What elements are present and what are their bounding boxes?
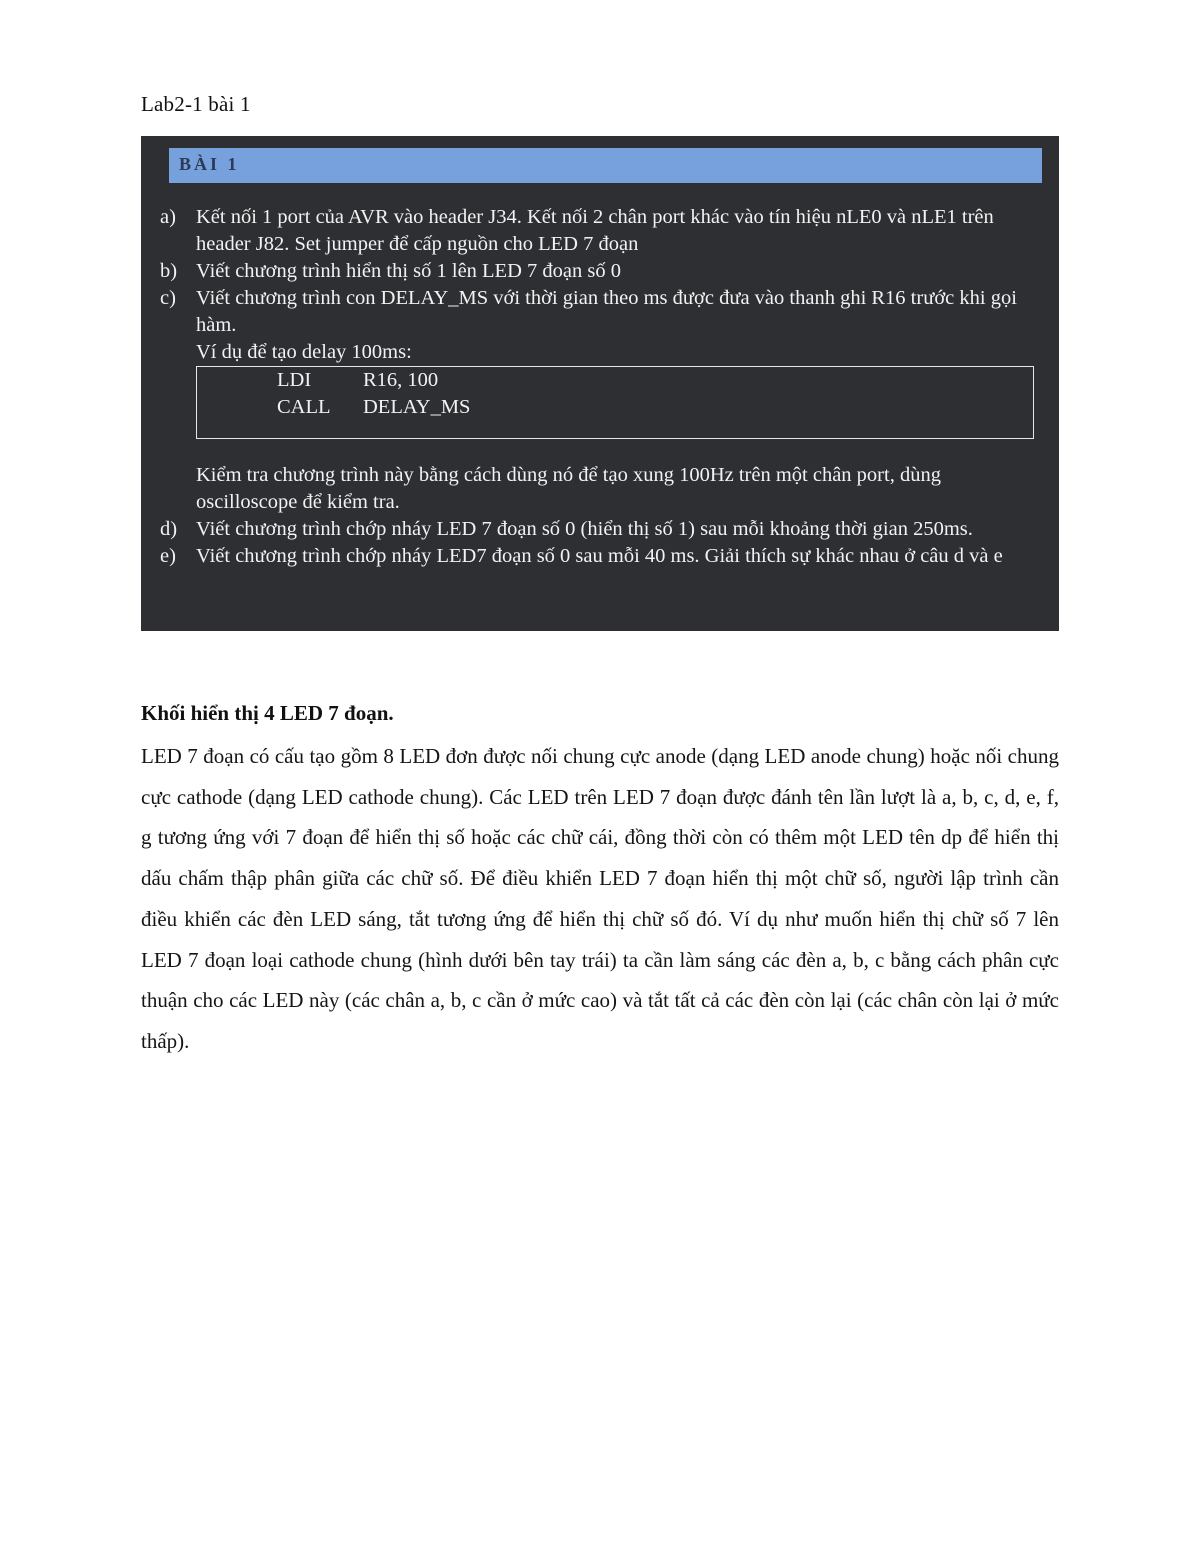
code-line: [277, 367, 438, 394]
task-item-a: [141, 204, 1059, 258]
code-args: DELAY_MS: [363, 396, 471, 418]
exercise-header-bar: [169, 148, 1042, 183]
task-item-e: [141, 543, 1059, 570]
code-line: [277, 394, 470, 421]
task-text: Viết chương trình chớp nháy LED 7 đoạn số 0 (hiển thị số 1) sau mỗi khoảng thời gian 250ms.: [196, 518, 973, 540]
task-item-c: [141, 285, 1059, 366]
task-item-d: [141, 516, 1059, 543]
exercise-screenshot: [141, 136, 1059, 631]
task-marker: a): [160, 206, 176, 228]
code-opcode: CALL: [277, 396, 331, 418]
task-item-c-continued: [141, 462, 1059, 516]
example-label: Ví dụ để tạo delay 100ms:: [196, 341, 412, 363]
task-marker: e): [160, 545, 176, 567]
document-title: Lab2-1 bài 1: [141, 92, 251, 116]
task-text: Viết chương trình con DELAY_MS với thời gian theo ms được đưa vào thanh ghi R16 trước khi gọi hàm.: [196, 287, 1017, 336]
code-opcode: LDI: [277, 369, 312, 391]
task-marker: d): [160, 518, 178, 540]
code-example-box: [196, 366, 1034, 439]
task-marker: b): [160, 260, 178, 282]
task-marker: c): [160, 287, 176, 309]
exercise-header-text: BÀI 1: [179, 154, 240, 174]
task-text: Kiểm tra chương trình này bằng cách dùng nó để tạo xung 100Hz trên một chân port, dùng oscilloscope để kiểm tra.: [196, 464, 941, 513]
code-args: R16, 100: [363, 369, 439, 391]
task-text: Kết nối 1 port của AVR vào header J34. Kết nối 2 chân port khác vào tín hiệu nLE0 và nLE1 trên header J82. Set jumper để cấp nguồn cho LED 7 đoạn: [196, 206, 994, 255]
task-text: Viết chương trình hiển thị số 1 lên LED 7 đoạn số 0: [196, 260, 621, 282]
body-paragraph: LED 7 đoạn có cấu tạo gồm 8 LED đơn được nối chung cực anode (dạng LED anode chung) hoặc nối chung cực cathode (dạng LED cathode chung). Các LED trên LED 7 đoạn được đánh tên lần lượt là a, b, c, d, e, f, g tương ứng với 7 đoạn để hiển thị số hoặc các chữ cái, đồng thời còn có thêm một LED tên dp để hiển thị dấu chấm thập phân giữa các chữ số. Để điều khiển LED 7 đoạn hiển thị một chữ số, người lập trình cần điều khiển các đèn LED sáng, tắt tương ứng để hiển thị chữ số đó. Ví dụ như muốn hiển thị chữ số 7 lên LED 7 đoạn loại cathode chung (hình dưới bên tay trái) ta cần làm sáng các đèn a, b, c bằng cách phân cực thuận cho các LED này (các chân a, b, c cần ở mức cao) và tắt tất cả các đèn còn lại (các chân còn lại ở mức thấp).: [141, 744, 1059, 1053]
task-text: Viết chương trình chớp nháy LED7 đoạn số 0 sau mỗi 40 ms. Giải thích sự khác nhau ở câu d và e: [196, 545, 1003, 567]
exercise-task-list: [141, 204, 1059, 570]
section-heading: Khối hiển thị 4 LED 7 đoạn.: [141, 701, 394, 725]
task-item-b: [141, 258, 1059, 285]
